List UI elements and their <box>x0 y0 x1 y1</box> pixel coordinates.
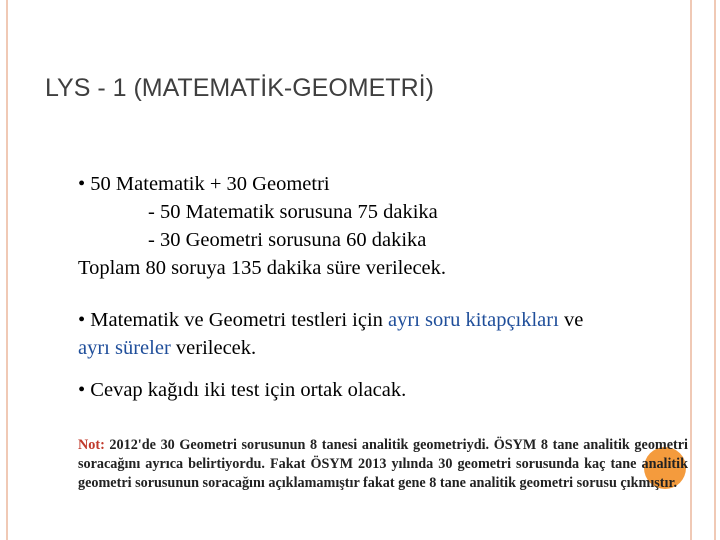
highlight-soru-kitapciklari: ayrı soru kitapçıkları <box>388 309 559 331</box>
note-label: Not: <box>78 437 105 453</box>
bullet-line-2b <box>78 336 256 360</box>
note-paragraph <box>78 436 688 493</box>
decorative-frame-left <box>6 0 8 540</box>
sub-line-geometri: - 30 Geometri sorusuna 60 dakika <box>148 229 427 251</box>
sub-line-matematik: - 50 Matematik sorusuna 75 dakika <box>148 201 438 223</box>
highlight-sureler: ayrı süreler <box>78 337 171 359</box>
bullet-2-mid: ve <box>558 309 584 331</box>
note-text: 2012'de 30 Geometri sorusunun 8 tanesi analitik geometriydi. ÖSYM 8 tane analitik geometri soracağını ayrıca belirtiyordu. Fakat ÖSYM 2013 yılında 30 geometri sorusunda kaç tane analitik geometri sorusunun soracağını açıklamamıştır fakat gene 8 tane analitik geometri sorusu çıkmıştır. <box>78 437 688 491</box>
bullet-line-3: • Cevap kağıdı iki test için ortak olacak. <box>78 379 407 401</box>
decorative-frame-right <box>690 0 716 540</box>
bullet-2-suffix: verilecek. <box>170 337 257 359</box>
bullet-2-prefix: • Matematik ve Geometri testleri için <box>78 309 389 331</box>
slide-title: LYS - 1 (MATEMATİK-GEOMETRİ) <box>45 74 434 102</box>
bullet-line-1: • 50 Matematik + 30 Geometri <box>78 173 330 195</box>
bullet-line-2a <box>78 308 583 332</box>
total-line: Toplam 80 soruya 135 dakika süre verilecek. <box>78 257 447 279</box>
